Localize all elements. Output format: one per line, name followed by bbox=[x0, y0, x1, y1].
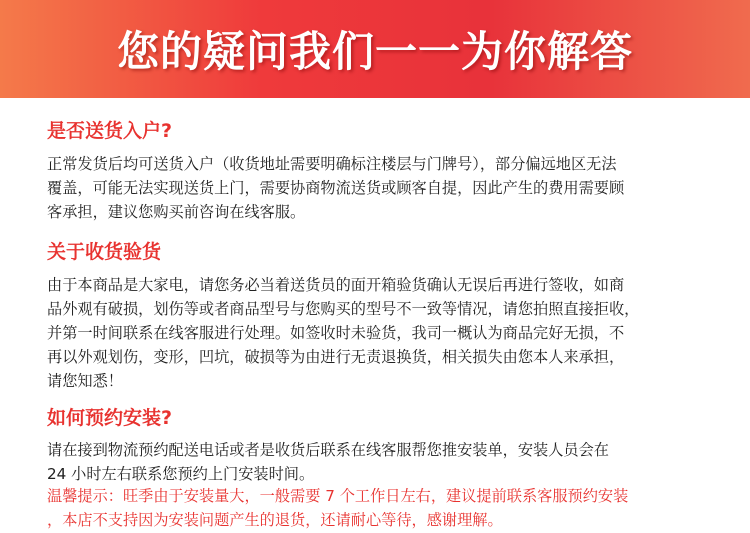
text-line: 并第一时间联系在线客服进行处理。如签收时未验货，我司一概认为商品完好无损，不 bbox=[47, 324, 625, 342]
section-body-inspection bbox=[47, 273, 707, 393]
text-line: 客承担，建议您购买前咨询在线客服。 bbox=[47, 203, 306, 221]
header-banner bbox=[0, 0, 750, 98]
text-line: 请在接到物流预约配送电话或者是收货后联系在线客服帮您推安装单，安装人员会在 bbox=[47, 441, 609, 459]
text-line: 再以外观划伤，变形，凹坑，破损等为由进行无责退换货，相关损失由您本人来承担， bbox=[47, 348, 625, 366]
section-title-inspection: 关于收货验货 bbox=[47, 241, 162, 263]
warning-line: ，本店不支持因为安装问题产生的退货，还请耐心等待，感谢理解。 bbox=[47, 511, 503, 529]
text-line: 品外观有破损，划伤等或者商品型号与您购买的型号不一致等情况，请您拍照直接拒收， bbox=[47, 300, 640, 318]
section-title-installation: 如何预约安装? bbox=[47, 407, 173, 429]
warning-note bbox=[47, 484, 707, 532]
text-line: 正常发货后均可送货入户（收货地址需要明确标注楼层与门牌号），部分偏远地区无法 bbox=[47, 155, 617, 173]
text-line: 24 小时左右联系您预约上门安装时间。 bbox=[47, 465, 315, 483]
banner-title: 您的疑问我们一一为你解答 bbox=[116, 27, 633, 76]
warning-line: 温馨提示：旺季由于安装量大，一般需要 7 个工作日左右，建议提前联系客服预约安装 bbox=[47, 487, 629, 505]
text-line: 覆盖，可能无法实现送货上门，需要协商物流送货或顾客自提，因此产生的费用需要顾 bbox=[47, 179, 625, 197]
section-body-delivery bbox=[47, 152, 707, 224]
section-body-installation bbox=[47, 438, 707, 486]
text-line: 请您知悉！ bbox=[47, 372, 123, 390]
text-line: 由于本商品是大家电，请您务必当着送货员的面开箱验货确认无误后再进行签收，如商 bbox=[47, 276, 625, 294]
section-title-delivery: 是否送货入户? bbox=[47, 120, 173, 142]
